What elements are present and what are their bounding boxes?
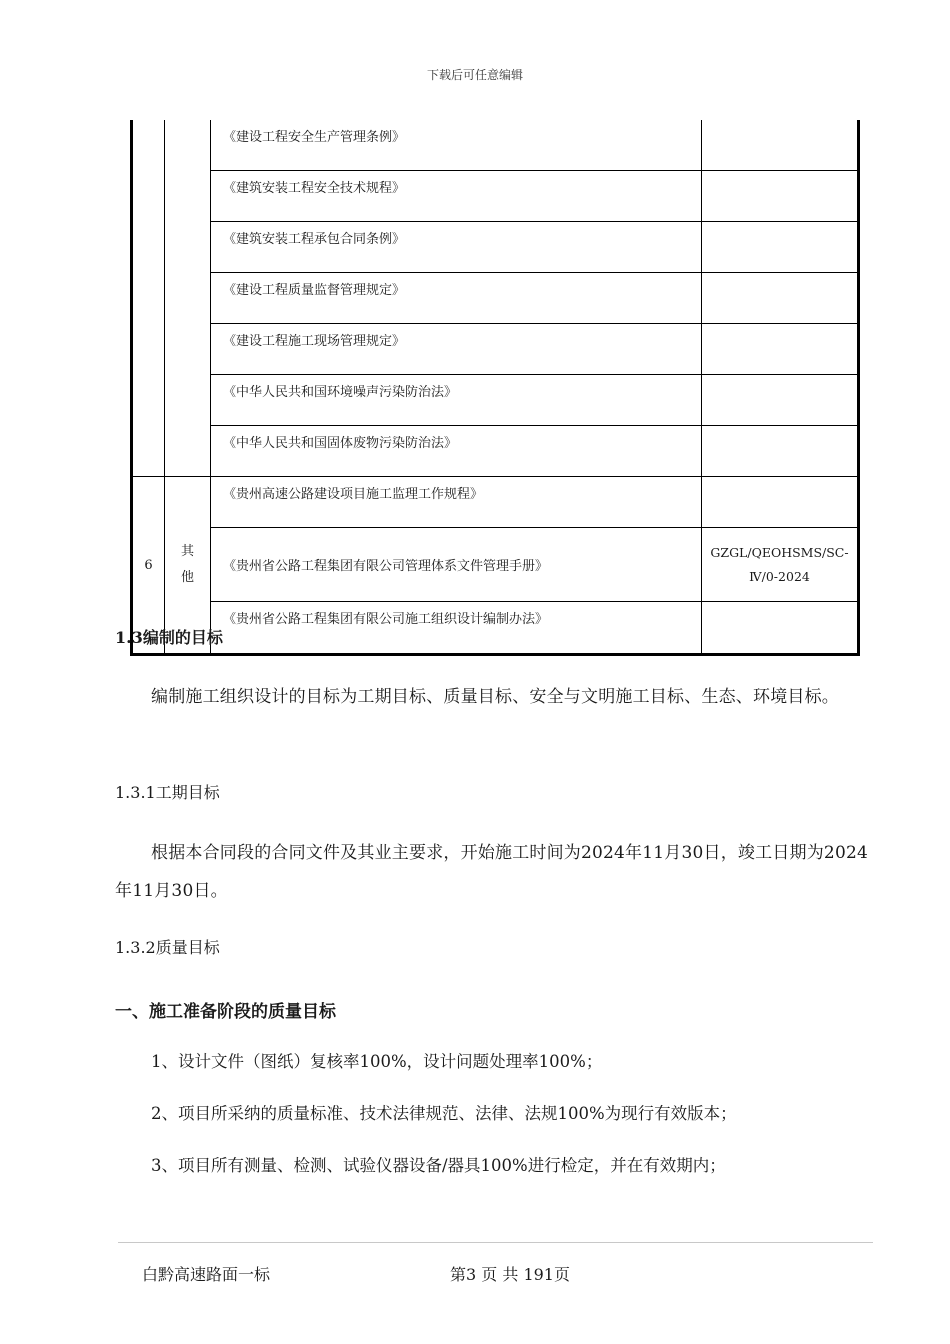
- code-cell: [702, 222, 859, 273]
- regulations-table: [130, 120, 860, 656]
- regulation-title: 《建设工程安全生产管理条例》: [211, 120, 702, 171]
- regulation-title: 《贵州省公路工程集团有限公司施工组织设计编制办法》: [211, 602, 702, 655]
- table-row: [132, 528, 859, 602]
- code-cell: [702, 324, 859, 375]
- table-row: [132, 222, 859, 273]
- regulation-title: 《建设工程施工现场管理规定》: [211, 324, 702, 375]
- subsection-heading: 1.3.2质量目标: [115, 938, 220, 957]
- code-cell: [702, 273, 859, 324]
- no-cell: [132, 120, 165, 477]
- regulation-title: 《建筑安装工程安全技术规程》: [211, 171, 702, 222]
- regulation-title: 《中华人民共和国环境噪声污染防治法》: [211, 375, 702, 426]
- regulation-title: 《中华人民共和国固体废物污染防治法》: [211, 426, 702, 477]
- regulation-title: 《贵州高速公路建设项目施工监理工作规程》: [211, 477, 702, 528]
- list-item: 1、设计文件（图纸）复核率100%，设计问题处理率100%；: [151, 1052, 603, 1071]
- table-row: [132, 477, 859, 528]
- section-heading: 1.3编制的目标: [115, 628, 223, 647]
- page-header: 下载后可任意编辑: [426, 68, 523, 82]
- code-cell: [702, 120, 859, 171]
- document-code: GZGL/QEOHSMS/SC-: [710, 544, 849, 560]
- table-row: [132, 273, 859, 324]
- code-cell: [702, 602, 859, 655]
- list-item: 3、项目所有测量、检测、试验仪器设备/器具100%进行检定，并在有效期内；: [151, 1156, 726, 1175]
- category-cell: [165, 120, 211, 477]
- heading: 一、施工准备阶段的质量目标: [115, 1002, 336, 1022]
- code-cell: [702, 375, 859, 426]
- subsection-heading: 1.3.1工期目标: [115, 783, 220, 802]
- table-row: [132, 426, 859, 477]
- row-number: 6: [132, 477, 165, 655]
- footer-divider: [118, 1242, 873, 1243]
- category-label: 他: [180, 570, 194, 585]
- regulation-title: 《建设工程质量监督管理规定》: [211, 273, 702, 324]
- page-number: 第3 页 共 191页: [450, 1265, 570, 1284]
- code-cell: [702, 528, 859, 602]
- category-label: 其: [180, 544, 194, 559]
- regulation-title: 《建筑安装工程承包合同条例》: [211, 222, 702, 273]
- table-row: [132, 324, 859, 375]
- table-row: [132, 375, 859, 426]
- table-row: [132, 171, 859, 222]
- paragraph: 根据本合同段的合同文件及其业主要求，开始施工时间为2024年11月30日，竣工日期为2024年11月30日。: [115, 843, 868, 901]
- code-cell: [702, 171, 859, 222]
- list-item: 2、项目所采纳的质量标准、技术法律规范、法律、法规100%为现行有效版本；: [151, 1104, 737, 1123]
- document-code: Ⅳ/0-2024: [749, 568, 810, 584]
- paragraph: 编制施工组织设计的目标为工期目标、质量目标、安全与文明施工目标、生态、环境目标。: [151, 687, 839, 707]
- table-row: [132, 120, 859, 171]
- regulation-title: 《贵州省公路工程集团有限公司管理体系文件管理手册》: [211, 528, 702, 602]
- table-row: [132, 602, 859, 655]
- footer-project: 白黔高速路面一标: [142, 1265, 271, 1284]
- code-cell: [702, 426, 859, 477]
- code-cell: [702, 477, 859, 528]
